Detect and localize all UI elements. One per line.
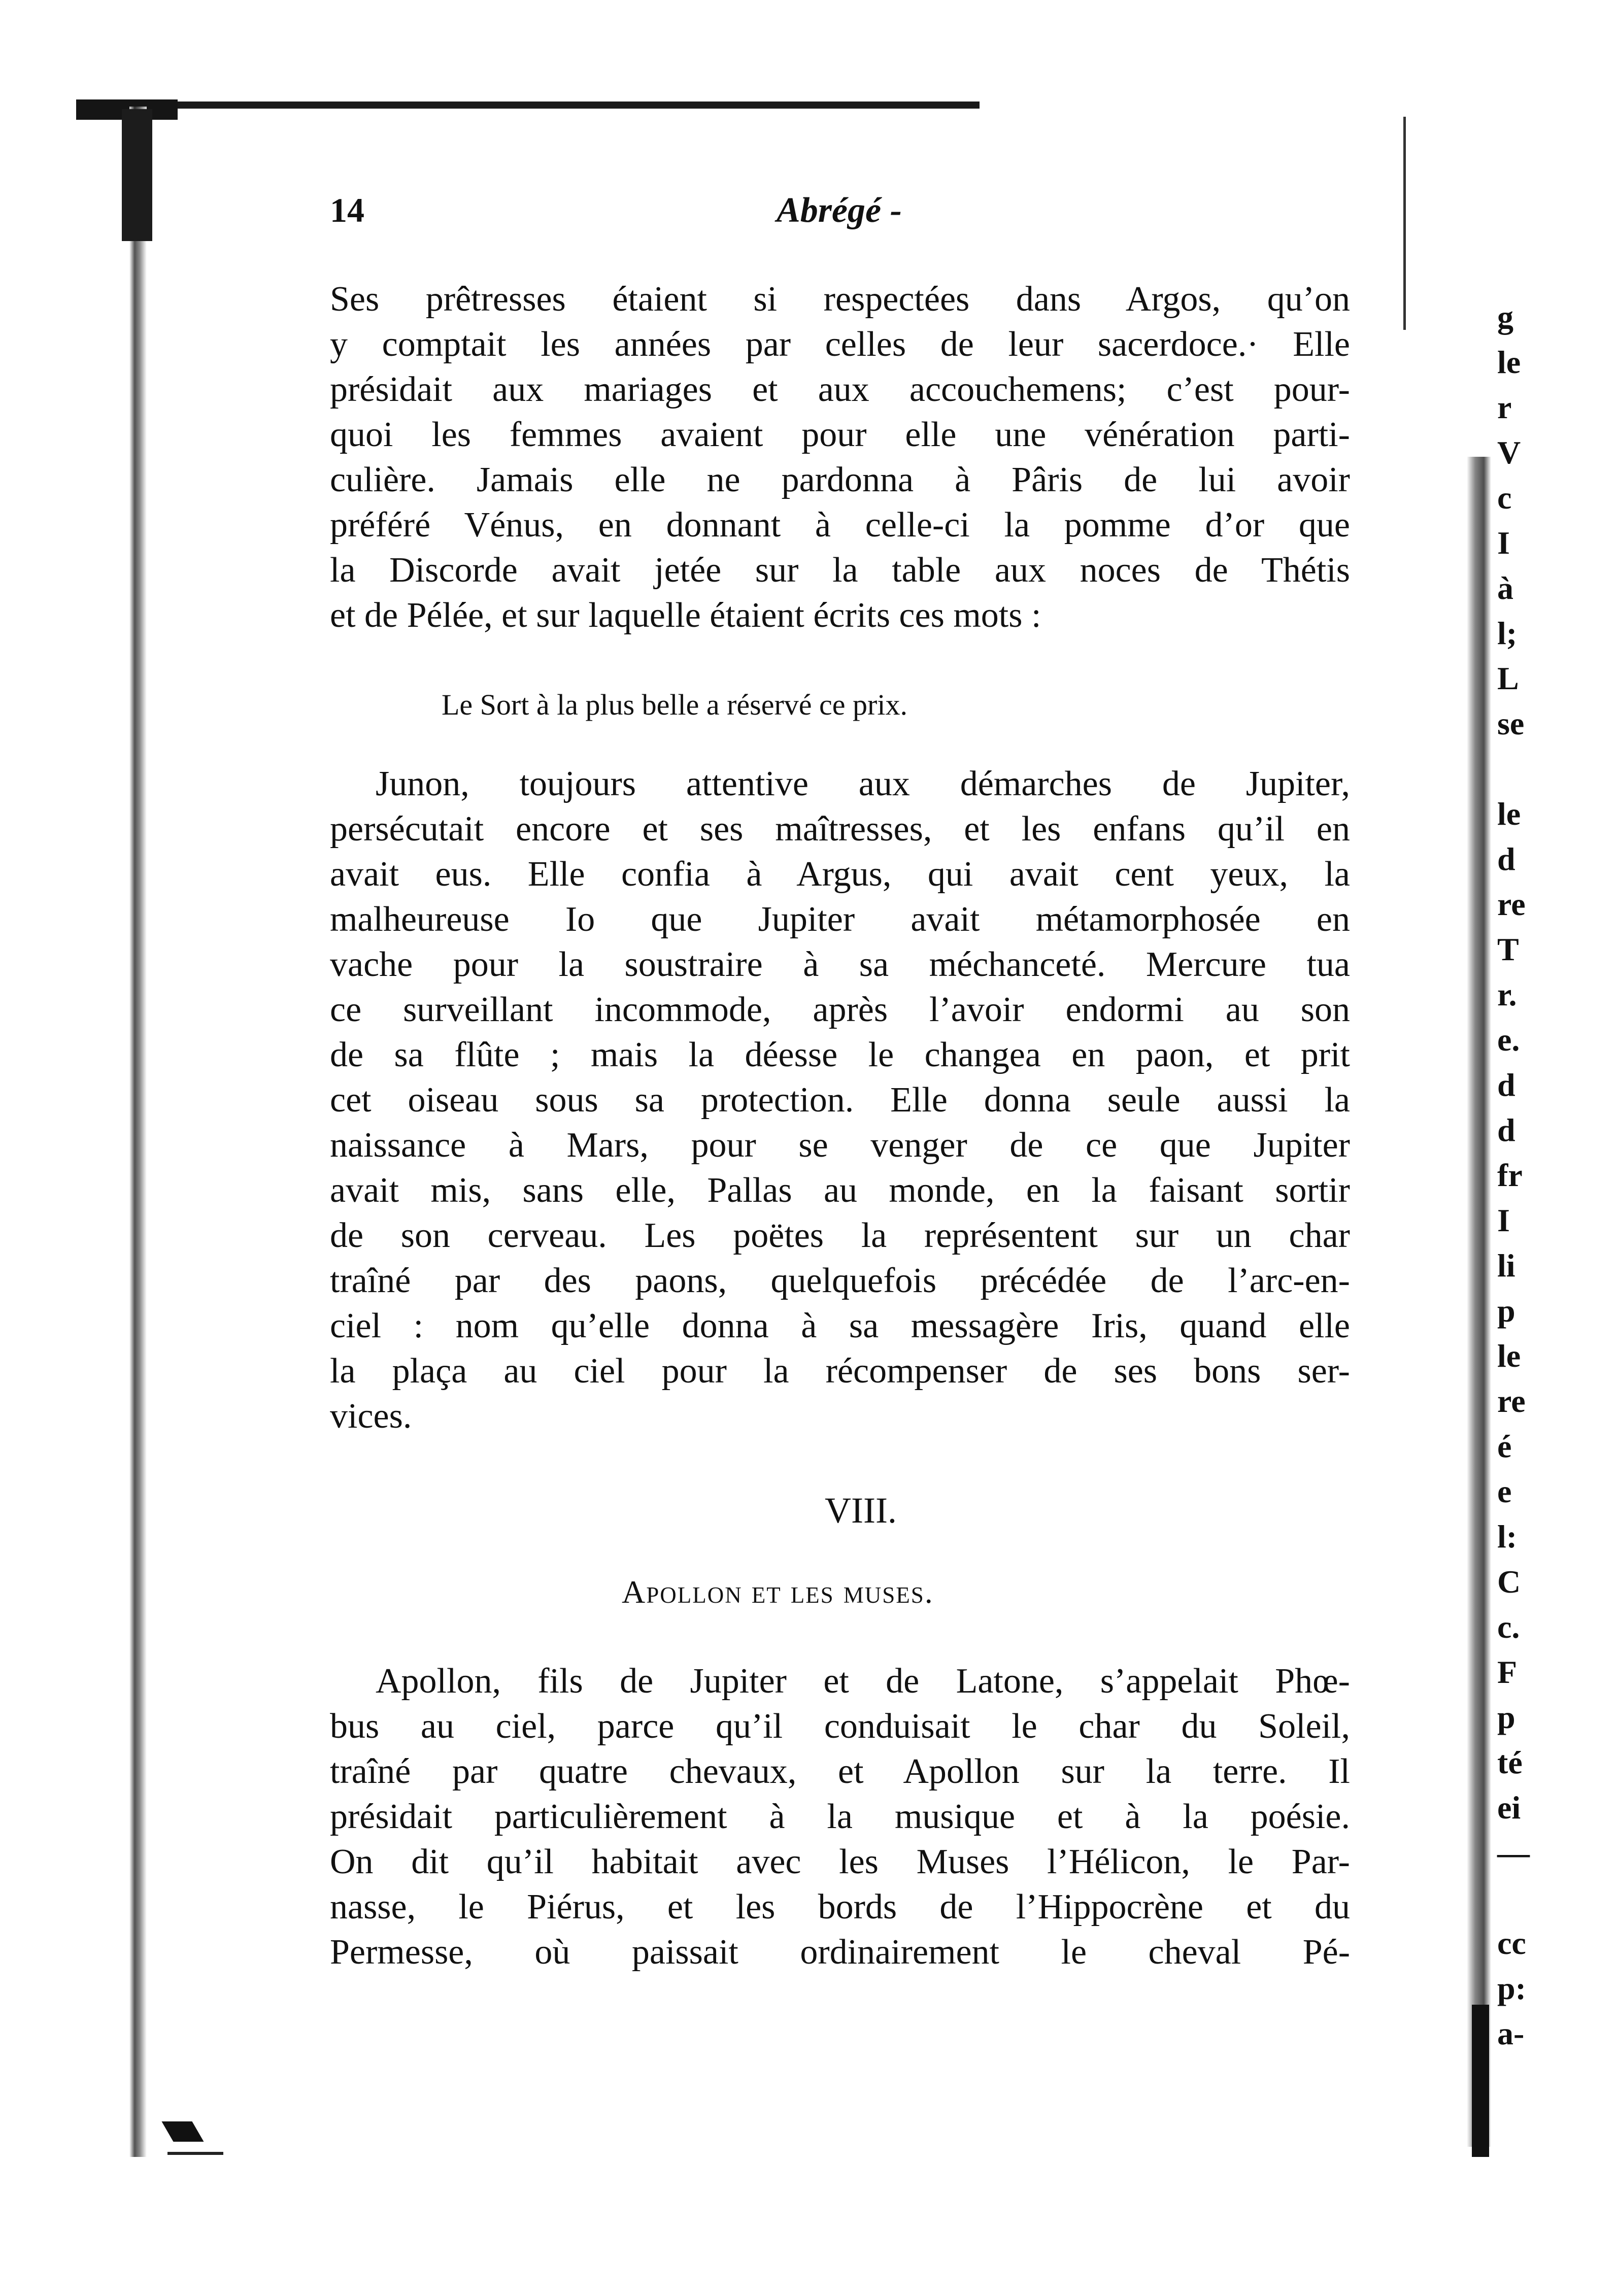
right-corner-shadow [1472,2005,1489,2157]
top-rule [76,102,980,109]
margin-letter: e. [1497,1022,1520,1058]
margin-letter: p: [1497,1970,1526,2006]
margin-letter [1497,746,1594,791]
text-line: y comptait les années par celles de leur sacerdoce.· Elle [330,325,1350,364]
margin-letter: e [1497,1473,1512,1509]
margin-letter: r [1497,389,1512,425]
text-line: la Discorde avait jetée sur la table aux noces de Thétis [330,551,1350,590]
right-binding-shadow [1467,457,1491,2147]
margin-letter: p [1497,1293,1515,1329]
margin-letter: se [1497,705,1525,741]
paragraph-3 [330,1659,1350,1975]
text-line: avait mis, sans elle, Pallas au monde, en la faisant sortir [330,1171,1350,1210]
text-line: de sa flûte ; mais la déesse le changea en paon, et prit [330,1035,1350,1074]
text-line: naissance à Mars, pour se venger de ce que Jupiter [330,1126,1350,1165]
margin-letter: V [1497,434,1521,470]
margin-letter: fr [1497,1157,1523,1193]
margin-letter: d [1497,1067,1515,1103]
margin-letter: a- [1497,2015,1525,2051]
text-line: Apollon, fils de Jupiter et de Latone, s’appelait Phœ- [376,1662,1350,1701]
text-line: ciel : nom qu’elle donna à sa messagère Iris, quand elle [330,1306,1350,1345]
text-line: vache pour la soustraire à sa méchanceté. Mercure tua [330,945,1350,984]
margin-letter: l: [1497,1518,1518,1555]
text-line: persécutait encore et ses maîtresses, et les enfans qu’il en [330,809,1350,849]
text-line: cet oiseau sous sa protection. Elle donna seule aussi la [330,1081,1350,1120]
text-line: nasse, le Piérus, et les bords de l’Hippocrène et du [330,1887,1350,1927]
left-binding-shadow [129,107,147,2157]
margin-letter: re [1497,886,1526,922]
ink-mark-line [167,2152,223,2155]
margin-letter: à [1497,570,1513,606]
margin-letter: T [1497,931,1519,967]
margin-letter: ei [1497,1789,1521,1826]
text-line: On dit qu’il habitait avec les Muses l’Hélicon, le Par- [330,1842,1350,1881]
text-line: malheureuse Io que Jupiter avait métamorphosée en [330,900,1350,939]
margin-letter: I [1497,525,1510,561]
paragraph-2 [330,761,1350,1439]
margin-letter: — [1497,1835,1530,1871]
running-head: Abrégé - [777,191,902,230]
section-title: Apollon et les muses. [622,1574,934,1610]
text-line: traîné par des paons, quelquefois précédée de l’arc-en- [330,1261,1350,1300]
text-line: Ses prêtresses étaient si respectées dans Argos, qu’on [330,280,1350,319]
left-corner-shadow [122,109,152,241]
margin-letter: cc [1497,1925,1526,1961]
page-header [330,190,1350,241]
margin-letter [1497,1875,1594,1920]
section-numeral-text: VIII. [825,1490,897,1531]
text-line: quoi les femmes avaient pour elle une vénération parti- [330,415,1350,454]
margin-letter: le [1497,344,1521,380]
text-line: présidait aux mariages et aux accouchemens; c’est pour- [330,370,1350,409]
margin-letter: li [1497,1247,1515,1284]
paragraph-1 [330,277,1350,638]
text-line: avait eus. Elle confia à Argus, qui avait cent yeux, la [330,855,1350,894]
text-line: Junon, toujours attentive aux démarches de Jupiter, [376,764,1350,803]
margin-letter: g [1497,299,1513,335]
margin-letter: d [1497,1112,1515,1148]
margin-letter: c. [1497,1609,1520,1645]
text-line: préféré Vénus, en donnant à celle-ci la pomme d’or que [330,505,1350,545]
margin-letter: r. [1497,976,1517,1012]
ink-mark [161,2121,204,2142]
margin-letter: re [1497,1383,1526,1419]
margin-letter: le [1497,1338,1521,1374]
text-line: et de Pélée, et sur laquelle étaient écrits ces mots : [330,596,1041,635]
text-line: la plaça au ciel pour la récompenser de ses bons ser- [330,1352,1350,1391]
margin-letter: le [1497,796,1521,832]
margin-letter: F [1497,1654,1518,1690]
margin-letter: té [1497,1744,1523,1780]
margin-letter: é [1497,1428,1512,1464]
text-line: vices. [330,1397,412,1436]
margin-letter: C [1497,1564,1521,1600]
page-number: 14 [330,191,364,229]
text-line: bus au ciel, parce qu’il conduisait le char du Soleil, [330,1707,1350,1746]
margin-letter: l; [1497,615,1518,651]
text-line: de son cerveau. Les poëtes la représentent sur un char [330,1216,1350,1255]
margin-letter: d [1497,841,1515,877]
right-rule-line [1403,117,1406,330]
text-line: culière. Jamais elle ne pardonna à Pâris de lui avoir [330,460,1350,499]
margin-letter: L [1497,660,1519,696]
text-line: traîné par quatre chevaux, et Apollon sur la terre. Il [330,1752,1350,1791]
margin-letter: I [1497,1202,1510,1238]
verse-quote: Le Sort à la plus belle a réservé ce prix. [442,688,907,721]
facing-page-bleed [1497,294,1594,2056]
margin-letter: c [1497,480,1512,516]
text-line: ce surveillant incommode, après l’avoir endormi au son [330,990,1350,1029]
text-line: présidait particulièrement à la musique et à la poésie. [330,1797,1350,1836]
margin-letter: p [1497,1699,1515,1735]
text-line: Permesse, où paissait ordinairement le cheval Pé- [330,1933,1350,1972]
